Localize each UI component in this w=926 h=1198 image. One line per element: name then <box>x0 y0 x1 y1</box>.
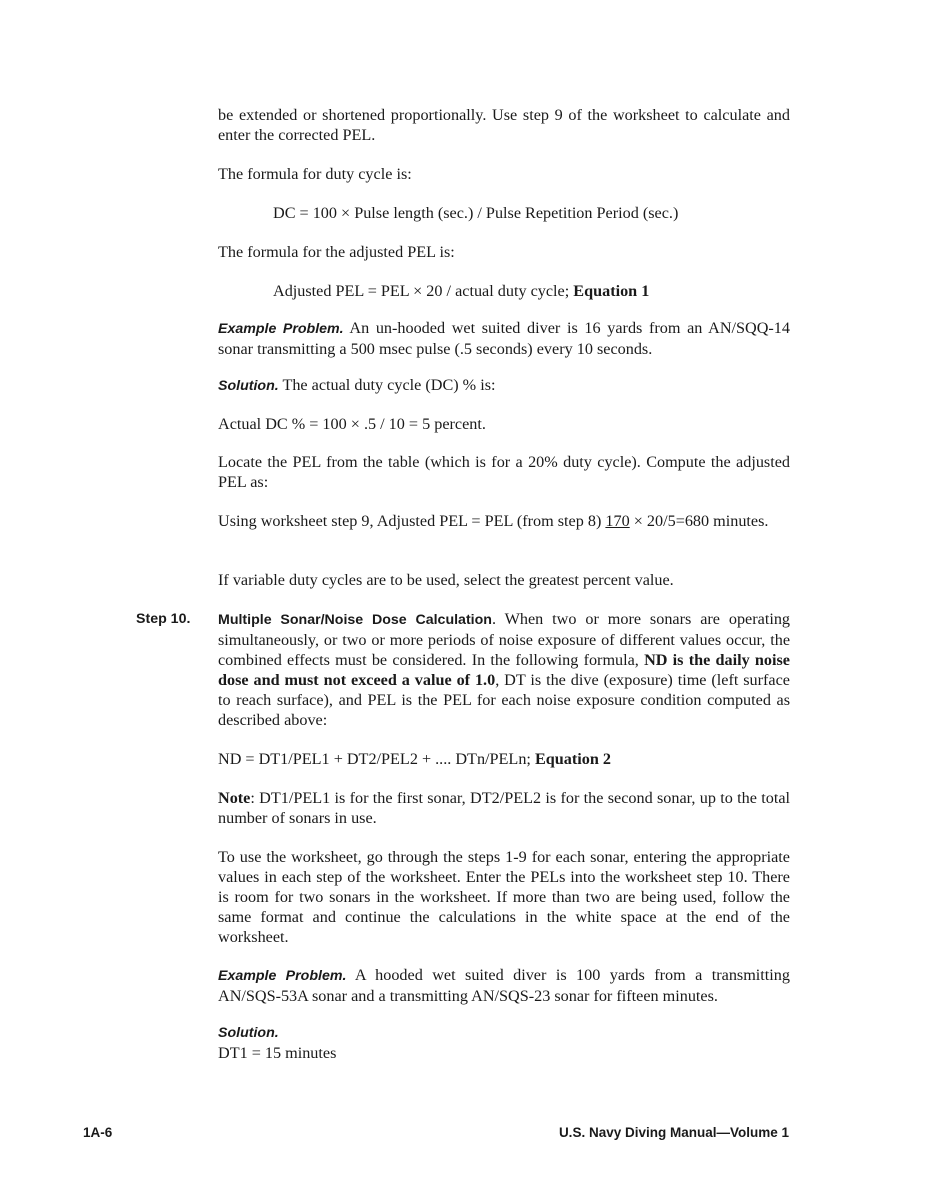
example-problem-lead: Example Problem. <box>218 321 344 337</box>
duty-cycle-formula: DC = 100 × Pulse length (sec.) / Pulse Repetition Period (sec.) <box>273 204 679 222</box>
calc-text-after: × 20/5=680 minutes. <box>629 512 769 530</box>
solution-line: DT1 = 15 minutes <box>218 1044 337 1062</box>
calc-text-before: Using worksheet step 9, Adjusted PEL = PEL (from step 8) <box>218 512 606 530</box>
solution-lead: Solution. <box>218 378 279 394</box>
worksheet-instructions: To use the worksheet, go through the steps 1-9 for each sonar, entering the appropriate values in each step of the worksheet. Enter the PELs into the worksheet step 10. There is room for two sonars in the worksheet. If more than two are being used, follow the same format and continue the calculations in the white space at the end of the worksheet. <box>218 848 790 946</box>
example-problem-text: An un-hooded wet suited diver is 16 yards from an AN/SQQ-14 sonar transmitting a 500 msec pulse (.5 seconds) every 10 seconds. <box>218 319 790 358</box>
example-problem-text: A hooded wet suited diver is 100 yards from a transmitting AN/SQS-53A sonar and a transmitting AN/SQS-23 sonar for fifteen minutes. <box>218 966 790 1005</box>
solution-1 <box>218 375 790 396</box>
step-10-label: Step 10. <box>136 611 191 627</box>
note-paragraph <box>218 788 790 828</box>
footer-title: U.S. Navy Diving Manual—Volume 1 <box>558 1125 789 1140</box>
variable-duty-cycle-note: If variable duty cycles are to be used, select the greatest percent value. <box>218 571 674 589</box>
page-number: 1A-6 <box>83 1125 113 1140</box>
adjusted-pel-formula <box>273 281 793 301</box>
note-text: : DT1/PEL1 is for the first sonar, DT2/PEL2 is for the second sonar, up to the total number of sonars in use. <box>218 789 790 827</box>
example-problem-1 <box>218 318 790 359</box>
equation-label: Equation 2 <box>534 750 611 768</box>
solution-lead: Solution. <box>218 1025 279 1041</box>
equation-label: Equation 1 <box>573 282 650 300</box>
solution-text: The actual duty cycle (DC) % is: <box>278 376 496 394</box>
note-lead: Note <box>218 789 251 807</box>
solution-2 <box>218 1023 790 1063</box>
adjusted-pel-intro: The formula for the adjusted PEL is: <box>218 243 455 261</box>
formula-text: ND = DT1/PEL1 + DT2/PEL2 + .... DTn/PELn; <box>218 750 535 768</box>
locate-pel-paragraph: Locate the PEL from the table (which is for a 20% duty cycle). Compute the adjusted PEL as: <box>218 453 790 491</box>
example-problem-2 <box>218 965 790 1006</box>
formula-text: Adjusted PEL = PEL × 20 / actual duty cycle; <box>273 282 574 300</box>
actual-dc-calc: Actual DC % = 100 × .5 / 10 = 5 percent. <box>218 415 486 433</box>
step-10-title: Multiple Sonar/Noise Dose Calculation <box>218 612 492 628</box>
pel-value: 170 <box>605 512 630 530</box>
paragraph-continuation: be extended or shortened proportionally. Use step 9 of the worksheet to calculate and enter the corrected PEL. <box>218 106 790 144</box>
worksheet-step9-calc <box>218 511 790 531</box>
noise-dose-formula <box>218 749 790 769</box>
example-problem-lead: Example Problem. <box>218 968 347 984</box>
duty-cycle-intro: The formula for duty cycle is: <box>218 165 412 183</box>
step-10-text-2: , DT is the dive (exposure) time (left surface to reach surface), and PEL is the PEL for each noise exposure condition computed as described above: <box>218 671 790 729</box>
step-10-text-1: . When two or more sonars are operating simultaneously, or two or more periods of noise exposure of different values occur, the combined effects must be considered. In the following formula, <box>218 610 791 669</box>
step-10-paragraph <box>218 609 790 730</box>
step-10-bold: ND is the daily noise dose and must not exceed a value of 1.0 <box>218 651 790 689</box>
